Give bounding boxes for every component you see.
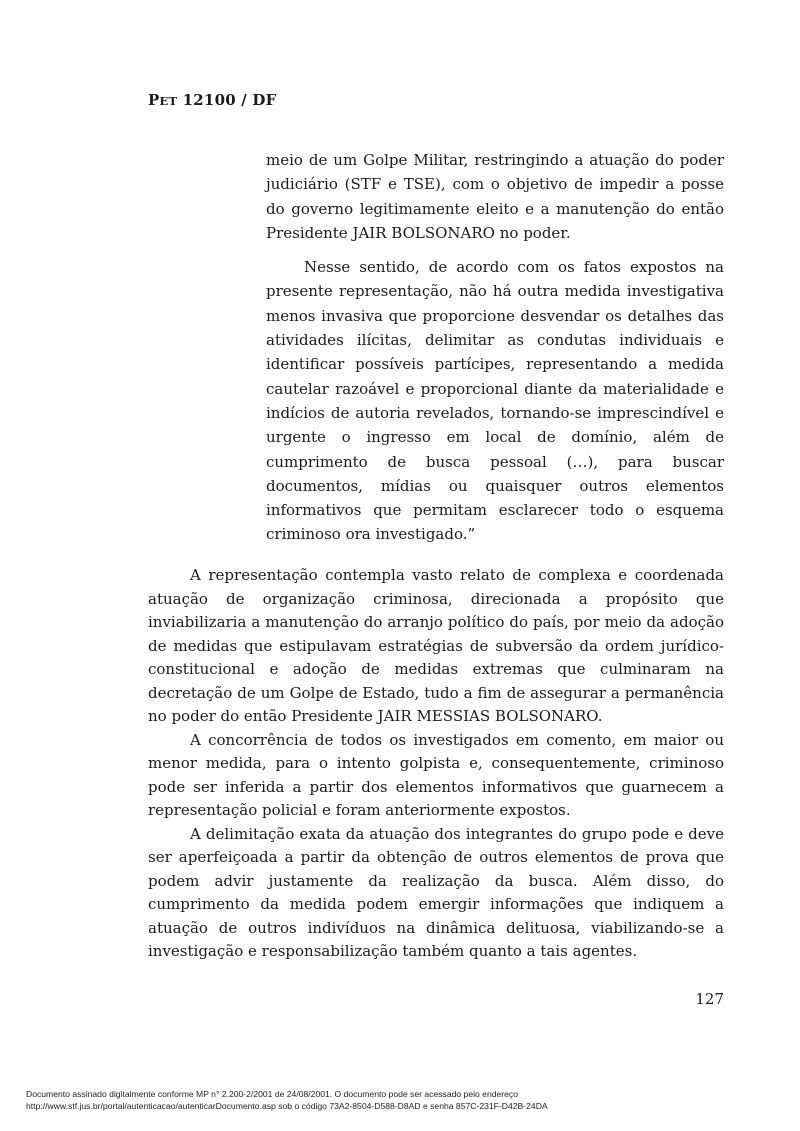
footer-line: Documento assinado digitalmente conforme MP n° 2.200-2/2001 de 24/08/2001. O documento pode ser acessado pelo endereço bbox=[26, 1089, 519, 1099]
body-paragraph: A representação contempla vasto relato de complexa e coordenada atuação de organização criminosa, direcionada a propósito que inviabilizaria a manutenção do arranjo político do país, por meio da adoção de medidas que estipulavam estratégias de subversão da ordem jurídico-constitucional e adoção de medidas extremas que culminaram na decretação de um Golpe de Estado, tudo a fim de assegurar a permanência no poder do então Presidente JAIR MESSIAS BOLSONARO. bbox=[148, 566, 724, 725]
block-quote bbox=[266, 148, 724, 547]
header-doc-type-initial: P bbox=[148, 91, 160, 109]
main-body bbox=[148, 564, 724, 964]
digital-signature-footer bbox=[26, 1089, 776, 1112]
body-paragraph: A concorrência de todos os investigados em comento, em maior ou menor medida, para o intento golpista e, consequentemente, criminoso pode ser inferida a partir dos elementos informativos que guarnecem a representação policial e foram anteriormente expostos. bbox=[148, 730, 724, 819]
body-paragraph: A delimitação exata da atuação dos integrantes do grupo pode e deve ser aperfeiçoada a partir da obtenção de outros elementos de prova que podem advir justamente da realização da busca. Além disso, do cumprimento da medida podem emergir informações que indiquem a atuação de outros indivíduos na dinâmica delituosa, viabilizando-se a investigação e responsabilização também quanto a tais agentes. bbox=[148, 824, 724, 960]
page-number: 127 bbox=[695, 990, 724, 1008]
header-case-number: 12100 / DF bbox=[182, 91, 277, 109]
quote-paragraph: meio de um Golpe Militar, restringindo a atuação do poder judiciário (STF e TSE), com o objetivo de impedir a posse do governo legitimamente eleito e a manutenção do então Presidente JAIR BOLSONARO no poder. bbox=[266, 151, 724, 242]
footer-verification-link[interactable]: http://www.stf.jus.br/portal/autenticacao/autenticarDocumento.asp sob o código 73A2-8504-D588-D8AD e senha 857C-231F-D42B-24DA bbox=[26, 1100, 548, 1111]
quote-paragraph: Nesse sentido, de acordo com os fatos expostos na presente representação, não há outra medida investigativa menos invasiva que proporcione desvendar os detalhes das atividades ilícitas, delimitar as condutas individuais e identificar possíveis partícipes, representando a medida cautelar razoável e proporcional diante da materialidade e indícios de autoria revelados, tornando-se imprescindível e urgente o ingresso em local de domínio, além de cumprimento de busca pessoal (…), para buscar documentos, mídias ou quaisquer outros elementos informativos que permitam esclarecer todo o esquema criminoso ora investigado.” bbox=[266, 258, 724, 544]
document-header bbox=[148, 91, 276, 109]
header-doc-type-rest: ET bbox=[159, 94, 178, 108]
